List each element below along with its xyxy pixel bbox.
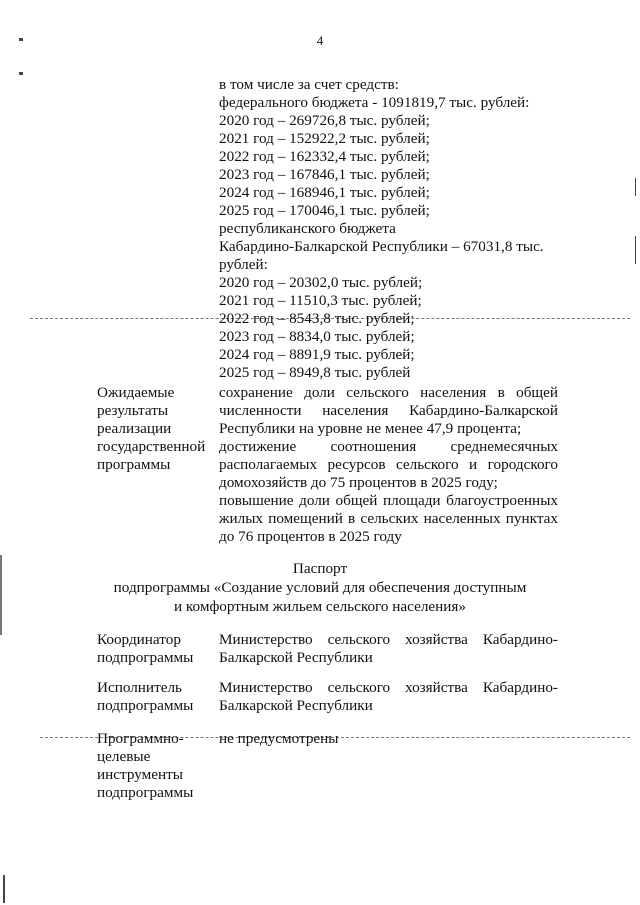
passport-title: Паспорт	[292, 560, 348, 577]
funding-line: 2024 год – 168946,1 тыс. рублей;	[219, 184, 430, 201]
value-line: располагаемых ресурсов сельского и городского	[219, 456, 558, 473]
value-line: Министерство сельского хозяйства Кабардино-	[219, 631, 558, 648]
scan-mark-top-left-2	[19, 72, 23, 75]
funding-line: 2021 год – 11510,3 тыс. рублей;	[219, 292, 422, 309]
label-line: подпрограммы	[97, 649, 194, 666]
instruments-label	[97, 730, 207, 802]
label-line: Программно-	[97, 730, 184, 747]
funding-line: 2024 год – 8891,9 тыс. рублей;	[219, 346, 415, 363]
label-line: подпрограммы	[97, 784, 194, 801]
funding-line: 2022 год – 162332,4 тыс. рублей;	[219, 148, 430, 165]
funding-line: 2023 год – 8834,0 тыс. рублей;	[219, 328, 415, 345]
instruments-value	[219, 730, 558, 748]
value-line: Балкарской Республики	[219, 649, 373, 666]
expected-results-value	[219, 384, 558, 546]
label-line: Координатор	[97, 631, 181, 648]
scan-mark-left-edge-2	[3, 875, 5, 903]
value-line: Министерство сельского хозяйства Кабардино-	[219, 679, 558, 696]
value-line: достижение соотношения среднемесячных	[219, 438, 558, 455]
coordinator-label	[97, 631, 207, 667]
executor-value	[219, 679, 558, 715]
label-line: Исполнитель	[97, 679, 182, 696]
coordinator-value	[219, 631, 558, 667]
label-line: целевые	[97, 748, 151, 765]
expected-results-label	[97, 384, 207, 474]
passport-subtitle-line: и комфортным жильем сельского населения»	[174, 598, 466, 615]
funding-line: Кабардино-Балкарской Республики – 67031,8 тыс.	[219, 238, 544, 255]
funding-line: 2025 год – 170046,1 тыс. рублей;	[219, 202, 430, 219]
value-line: Балкарской Республики	[219, 697, 373, 714]
label-line: Ожидаемые	[97, 384, 175, 401]
label-line: программы	[97, 456, 171, 473]
label-line: государственной	[97, 438, 206, 455]
funding-line: 2020 год – 269726,8 тыс. рублей;	[219, 112, 430, 129]
value-line: домохозяйств до 75 процентов в 2025 году;	[219, 474, 498, 491]
funding-line: 2021 год – 152922,2 тыс. рублей;	[219, 130, 430, 147]
scan-mark-right-2	[635, 236, 636, 264]
value-line: повышение доли общей площади благоустроенных	[219, 492, 558, 509]
funding-line: 2022 год – 8543,8 тыс. рублей;	[219, 310, 415, 327]
passport-heading	[0, 559, 640, 616]
funding-line: республиканского бюджета	[219, 220, 396, 237]
funding-line: рублей:	[219, 256, 268, 273]
label-line: реализации	[97, 420, 172, 437]
value-line: Республики на уровне не менее 47,9 процента;	[219, 420, 522, 437]
funding-line: 2025 год – 8949,8 тыс. рублей	[219, 364, 411, 381]
funding-block	[219, 76, 544, 382]
value-line: численности населения Кабардино-Балкарской	[219, 402, 558, 419]
page-number: 4	[316, 33, 324, 48]
value-line: не предусмотрены	[219, 730, 339, 747]
label-line: результаты	[97, 402, 169, 419]
executor-label	[97, 679, 207, 715]
value-line: сохранение доли сельского населения в общей	[219, 384, 558, 401]
funding-line: 2020 год – 20302,0 тыс. рублей;	[219, 274, 423, 291]
funding-line: 2023 год – 167846,1 тыс. рублей;	[219, 166, 430, 183]
label-line: подпрограммы	[97, 697, 194, 714]
funding-line: федерального бюджета - 1091819,7 тыс. рублей:	[219, 94, 530, 111]
label-line: инструменты	[97, 766, 183, 783]
funding-line: в том числе за счет средств:	[219, 76, 399, 93]
value-line: до 76 процентов в 2025 году	[219, 528, 402, 545]
passport-subtitle-line: подпрограммы «Создание условий для обеспечения доступным	[113, 579, 527, 596]
value-line: жилых помещений в сельских населенных пунктах	[219, 510, 558, 527]
scan-mark-right-1	[635, 178, 636, 196]
